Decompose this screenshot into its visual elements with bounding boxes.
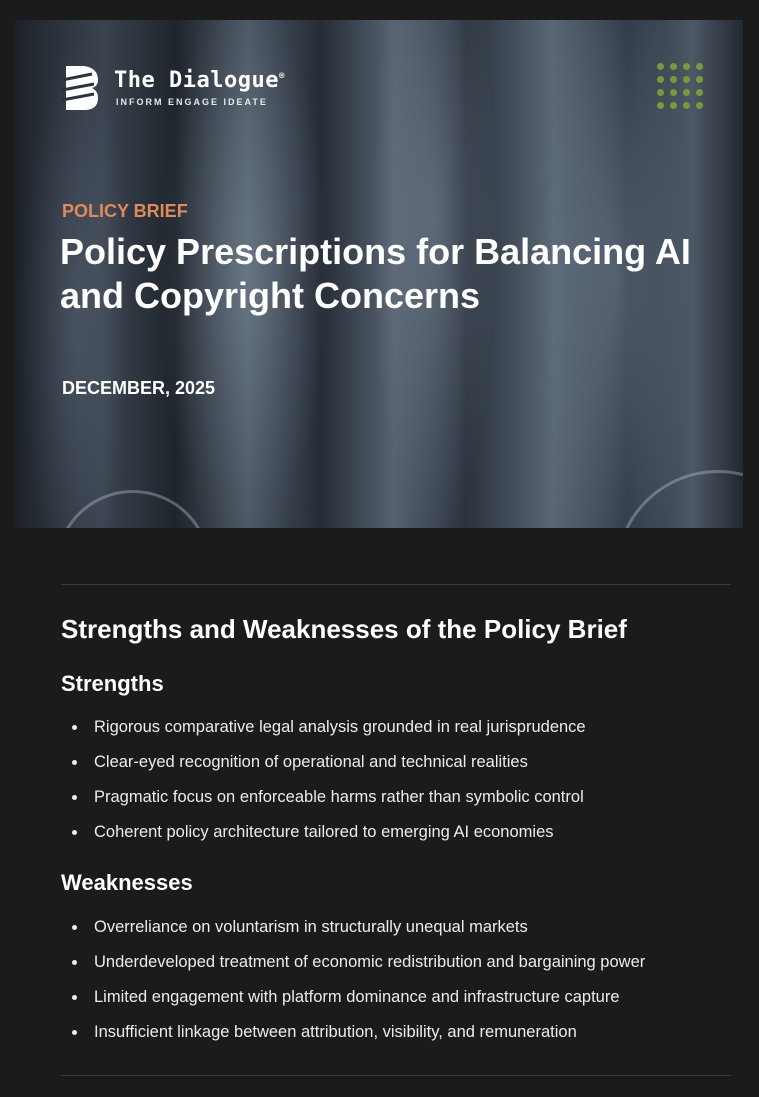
list-item: Pragmatic focus on enforceable harms rather than symbolic control (61, 786, 731, 821)
list-item: Insufficient linkage between attribution, visibility, and remuneration (61, 1021, 731, 1056)
list-item: Clear-eyed recognition of operational and technical realities (61, 751, 731, 786)
list-item: Coherent policy architecture tailored to emerging AI economies (61, 821, 731, 856)
brief-title: Policy Prescriptions for Balancing AI and Copyright Concerns (60, 231, 691, 316)
dot-grid-icon (657, 63, 697, 111)
divider (61, 584, 731, 585)
the-dialogue-logo-icon (62, 64, 100, 112)
logo-wordmark: The Dialogue® (114, 68, 285, 93)
logo-tagline: INFORM ENGAGE IDEATE (116, 97, 268, 107)
policy-brief-cover-image (15, 20, 743, 528)
decorative-lens (615, 470, 743, 528)
list-item: Limited engagement with platform dominance and infrastructure capture (61, 986, 731, 1021)
weaknesses-list (61, 916, 731, 1056)
brief-kicker: POLICY BRIEF (62, 201, 188, 221)
decorative-lens (55, 490, 211, 528)
list-item: Rigorous comparative legal analysis grounded in real jurisprudence (61, 716, 731, 751)
list-item: Underdeveloped treatment of economic redistribution and bargaining power (61, 951, 731, 986)
weaknesses-heading: Weaknesses (61, 870, 193, 895)
strengths-list (61, 716, 731, 856)
strengths-heading: Strengths (61, 671, 164, 696)
list-item: Overreliance on voluntarism in structurally unequal markets (61, 916, 731, 951)
divider (61, 1075, 731, 1076)
article-heading: Strengths and Weaknesses of the Policy Brief (61, 614, 627, 644)
brief-date: DECEMBER, 2025 (62, 378, 216, 398)
